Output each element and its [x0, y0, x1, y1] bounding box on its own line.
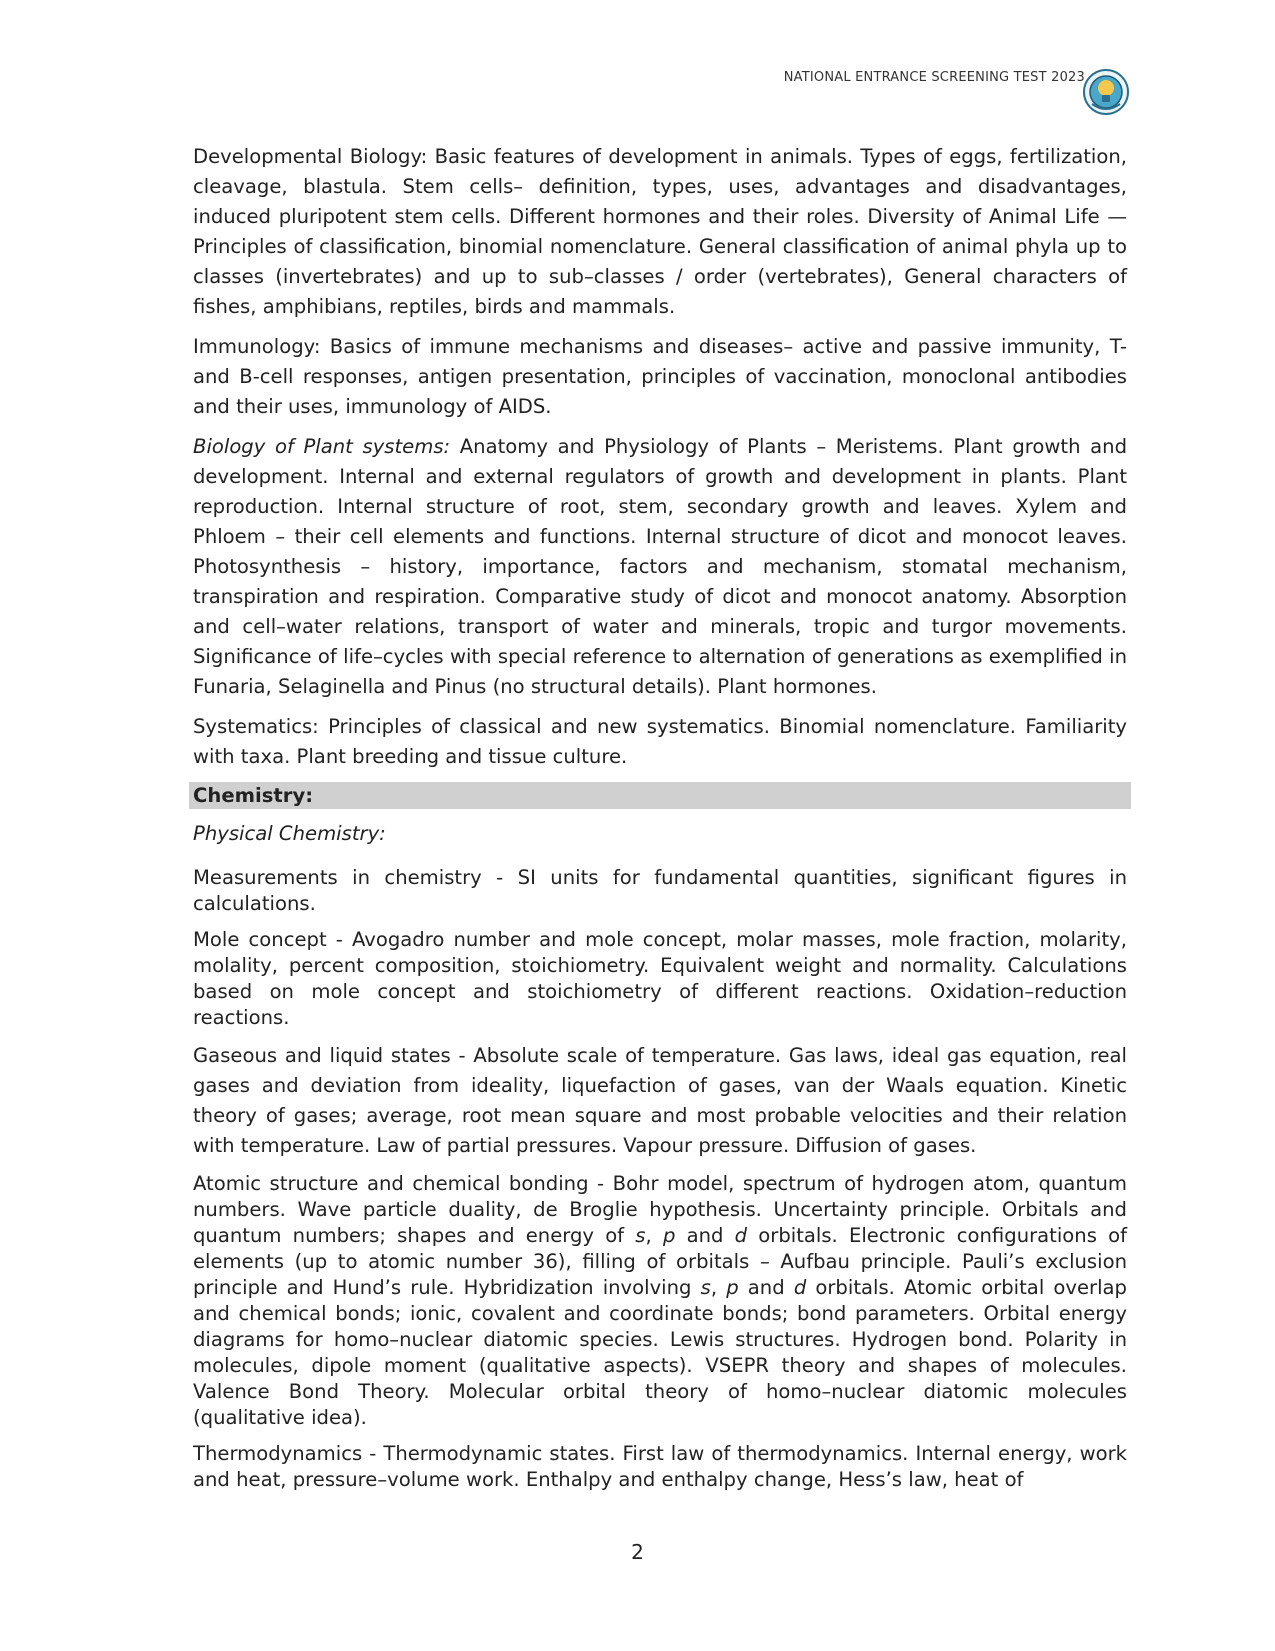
orbital-p-2: p — [726, 1276, 739, 1299]
paragraph-systematics: Systematics: Principles of classical and new systematics. Binomial nomenclature. Familiarity with taxa. Plant breeding and tissue culture. — [193, 715, 1127, 768]
paragraph-developmental-biology: Developmental Biology: Basic features of development in animals. Types of eggs, fertilization, cleavage, blastula. Stem cells– definition, types, uses, advantages and disadvantages, induced pluripotent stem cells. Different hormones and their roles. Diversity of Animal Life — Principles of classification, binomial nomenclature. General classification of animal phyla up to classes (invertebrates) and up to sub–classes / order (vertebrates), General characters of fishes, amphibians, reptiles, birds and mammals. — [193, 145, 1127, 318]
section-heading-chemistry: Chemistry: — [189, 782, 1131, 809]
plant-systems-text: Anatomy and Physiology of Plants – Meristems. Plant growth and development. Internal and external regulators of growth and development in plants. Plant reproduction. Internal structure of root, stem, secondary growth and leaves. Xylem and Phloem – their cell elements and functions. Internal structure of dicot and monocot leaves. Photosynthesis – history, importance, factors and mechanism, stomatal mechanism, transpiration and respiration. Comparative study of dicot and monocot anatomy. Absorption and cell–water relations, transport of water and minerals, tropic and turgor movements. Significance of life–cycles with special reference to alternation of generations as exemplified in Funaria, Selaginella and Pinus (no structural details). Plant hormones. — [193, 435, 1128, 698]
orbital-d-2: d — [793, 1276, 807, 1299]
paragraph-immunology: Immunology: Basics of immune mechanisms and diseases– active and passive immunity, T- and B-cell responses, antigen presentation, principles of vaccination, monoclonal antibodies and their uses, immunology of AIDS. — [193, 335, 1127, 418]
paragraph-mole-concept: Mole concept - Avogadro number and mole concept, molar masses, mole fraction, molarity, molality, percent composition, stoichiometry. Equivalent weight and normality. Calculations based on mole concept and stoichiometry of different reactions. Oxidation–reduction reactions. — [193, 928, 1127, 1029]
orbital-d: d — [734, 1224, 748, 1247]
orbital-s-2: s — [700, 1276, 711, 1299]
atomic-text-3: orbitals. Atomic orbital overlap and chemical bonds; ionic, covalent and coordinate bonds; bond parameters. Orbital energy diagrams for homo–nuclear diatomic species. Lewis structures. Hydrogen bond. Polarity in molecules, dipole moment (qualitative aspects). VSEPR theory and shapes of molecules. Valence Bond Theory. Molecular orbital theory of homo–nuclear diatomic molecules (qualitative idea). — [193, 1276, 1127, 1429]
document-body — [193, 142, 1127, 1503]
atomic-comma-2: , — [710, 1276, 727, 1299]
page-header-title: NATIONAL ENTRANCE SCREENING TEST 2023 — [783, 70, 1085, 85]
atomic-comma-1: , — [645, 1224, 663, 1247]
paragraph-measurements: Measurements in chemistry - SI units for fundamental quantities, significant figures in calculations. — [193, 866, 1127, 915]
atomic-text-1: Atomic structure and chemical bonding - Bohr model, spectrum of hydrogen atom, quantum numbers. Wave particle duality, de Broglie hypothesis. Uncertainty principle. Orbitals and quantum numbers; shapes and energy of — [193, 1172, 1127, 1247]
plant-systems-lead: Biology of Plant systems: — [193, 435, 451, 458]
page-number: 2 — [631, 1540, 644, 1564]
atomic-text-2: orbitals. Electronic configurations of elements (up to atomic number 36), filling of orbitals – Aufbau principle. Pauli’s exclusion principle and Hund’s rule. Hybridization involving — [193, 1224, 1127, 1299]
paragraph-thermodynamics: Thermodynamics - Thermodynamic states. First law of thermodynamics. Internal energy, work and heat, pressure–volume work. Enthalpy and enthalpy change, Hess’s law, heat of — [193, 1442, 1127, 1491]
paragraph-gaseous-liquid: Gaseous and liquid states - Absolute scale of temperature. Gas laws, ideal gas equation, real gases and deviation from ideality, liquefaction of gases, van der Waals equation. Kinetic theory of gases; average, root mean square and most probable velocities and their relation with temperature. Law of partial pressures. Vapour pressure. Diffusion of gases. — [193, 1044, 1127, 1157]
atomic-and-2: and — [738, 1276, 794, 1299]
orbital-s: s — [635, 1224, 646, 1247]
paragraph-plant-systems — [193, 432, 1127, 702]
orbital-p: p — [662, 1224, 676, 1247]
subheading-physical-chemistry: Physical Chemistry: — [193, 822, 386, 845]
atomic-and-1: and — [675, 1224, 735, 1247]
nest-logo-icon — [1082, 68, 1130, 116]
paragraph-atomic-structure — [193, 1171, 1127, 1431]
